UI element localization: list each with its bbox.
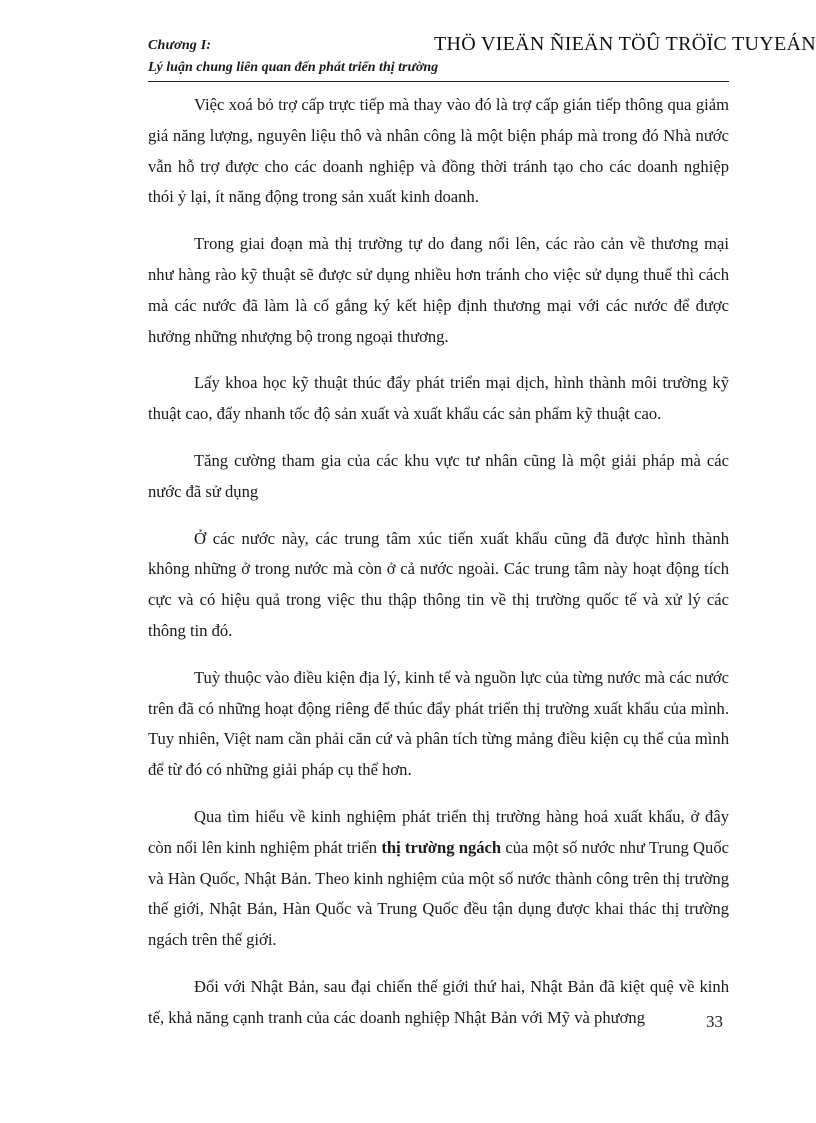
emphasis-term: thị trường ngách <box>381 837 502 857</box>
page-number: 33 <box>706 1012 723 1031</box>
paragraph: Lấy khoa học kỹ thuật thúc đẩy phát triển mại dịch, hình thành môi trường kỹ thuật cao, đẩy nhanh tốc độ sản xuất và xuất khẩu các sản phẩm kỹ thuật cao. <box>148 373 729 424</box>
paragraph-with-emphasis <box>148 802 729 956</box>
paragraph: Tuỳ thuộc vào điều kiện địa lý, kinh tế và nguồn lực của từng nước mà các nước trên đã có những hoạt động riêng để thúc đẩy phát triển thị trường xuất khẩu của mình. Tuy nhiên, Việt nam cần phải căn cứ và phân tích từng mảng điều kiện cụ thể của mình để từ đó có những giải pháp cụ thể hơn. <box>148 667 729 780</box>
site-name: THÖ VIEÄN ÑIEÄN TÖÛ TRÖÏC TUYEÁN <box>434 33 816 55</box>
chapter-subtitle: Lý luận chung liên quan đến phát triển thị trường <box>148 60 439 75</box>
header-divider <box>148 81 729 82</box>
paragraph: Đối với Nhật Bản, sau đại chiến thế giới thứ hai, Nhật Bản đã kiệt quệ về kinh tế, khả năng cạnh tranh của các doanh nghiệp Nhật Bản với Mỹ và phương <box>148 976 729 1027</box>
paragraph-text-start: Qua tìm hiểu về kinh nghiệm phát triển thị trường hàng hoá xuất khẩu, ở đây còn nổi lên kinh nghiệm phát triển <box>148 806 729 857</box>
chapter-label: Chương I: <box>148 38 212 53</box>
paragraph: Ở các nước này, các trung tâm xúc tiến xuất khẩu cũng đã được hình thành không những ở trong nước mà còn ở cả nước ngoài. Các trung tâm này hoạt động tích cực và có hiệu quả trong việc thu thập thông tin về thị trường quốc tế và xử lý các thông tin đó. <box>148 528 729 640</box>
paragraph-text-end: của một số nước như Trung Quốc và Hàn Quốc, Nhật Bản. Theo kinh nghiệm của một số nước thành công trên thị trường thế giới, Nhật Bản, Hàn Quốc và Trung Quốc đều tận dụng được khai thác thị trường ngách trên thế giới. <box>148 837 729 950</box>
paragraph: Việc xoá bỏ trợ cấp trực tiếp mà thay vào đó là trợ cấp gián tiếp thông qua giảm giá năng lượng, nguyên liệu thô và nhân công là một biện pháp mà trong đó Nhà nước vẫn hỗ trợ được cho các doanh nghiệp và đồng thời tránh tạo cho các doanh nghiệp thói ỷ lại, ít năng động trong sản xuất kinh doanh. <box>148 95 729 207</box>
paragraph: Trong giai đoạn mà thị trường tự do đang nổi lên, các rào cản về thương mại như hàng rào kỹ thuật sẽ được sử dụng nhiều hơn tránh cho việc sử dụng thuế thì cách mà các nước đã làm là cố gắng ký kết hiệp định thương mại với các nước để được hưởng những nhượng bộ trong ngoại thương. <box>148 234 729 346</box>
body-text <box>148 90 729 1050</box>
page-header <box>148 30 816 82</box>
paragraph: Tăng cường tham gia của các khu vực tư nhân cũng là một giải pháp mà các nước đã sử dụng <box>148 450 729 501</box>
